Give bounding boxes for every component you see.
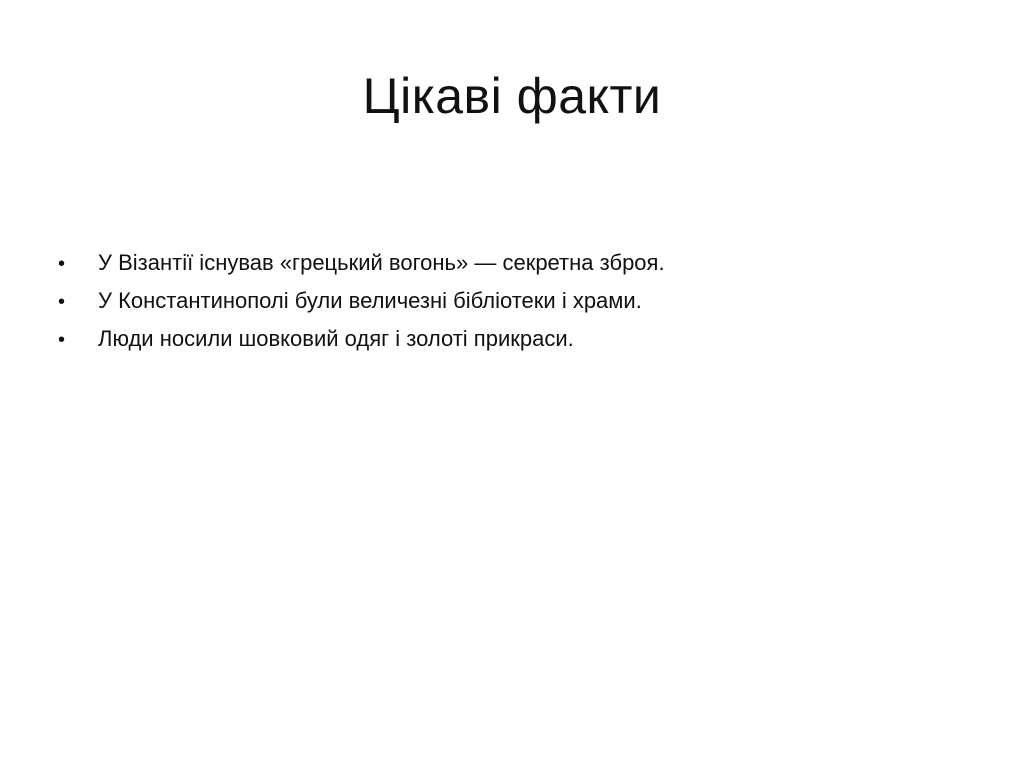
- bullet-text: У Візантії існував «грецький вогонь» — секретна зброя.: [98, 250, 665, 275]
- list-item: [58, 282, 958, 320]
- list-item: [58, 244, 958, 282]
- slide-title: Цікаві факти: [362, 68, 662, 124]
- bullet-icon: •: [58, 329, 66, 351]
- list-item: [58, 320, 958, 358]
- bullet-text: Люди носили шовковий одяг і золоті прикраси.: [98, 326, 574, 351]
- bullet-icon: •: [58, 291, 66, 313]
- bullet-icon: •: [58, 253, 66, 275]
- bullet-list: [58, 244, 958, 358]
- bullet-text: У Константинополі були величезні бібліотеки і храми.: [98, 288, 642, 313]
